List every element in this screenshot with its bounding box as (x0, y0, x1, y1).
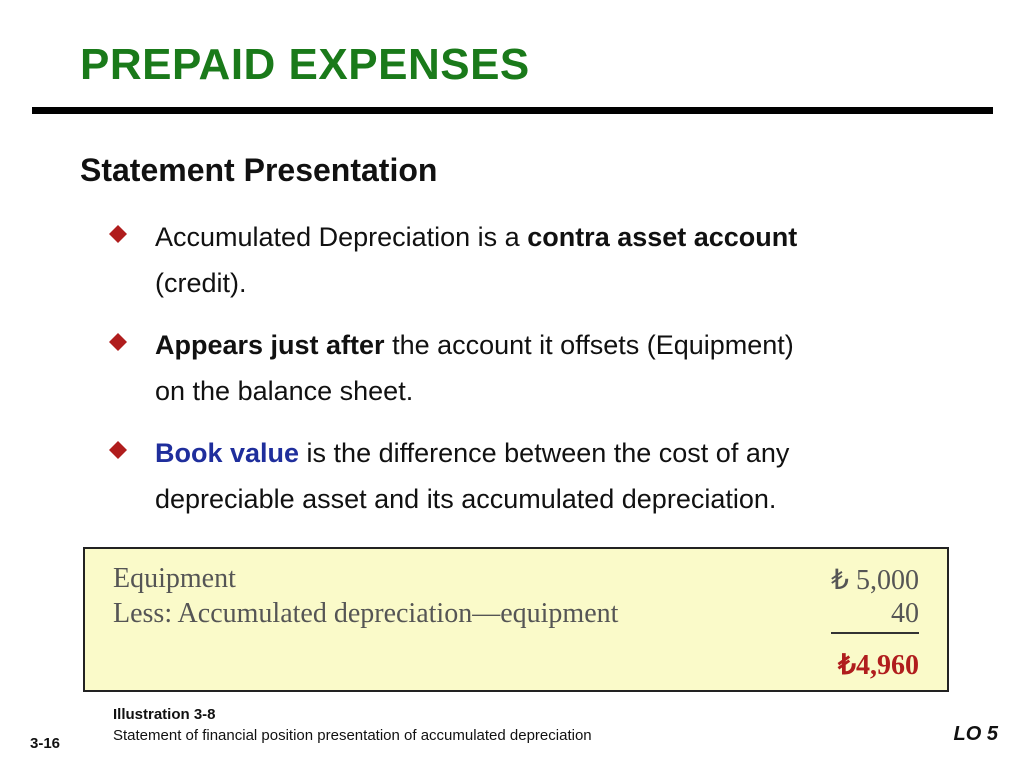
bullet-text-line2: on the balance sheet. (155, 376, 414, 406)
illustration-box (83, 547, 949, 692)
bullet-text (155, 322, 794, 414)
learning-objective-label: LO 5 (953, 723, 998, 745)
title-divider (32, 107, 993, 114)
row-label: Less: Accumulated depreciation—equipment (113, 598, 619, 629)
page-number: 3-16 (30, 735, 61, 752)
bullet-text-bold: Appears just after (155, 330, 385, 360)
row-label: Equipment (113, 563, 236, 594)
row-amount: 40 (831, 598, 919, 634)
diamond-bullet-icon (108, 224, 128, 244)
illustration-caption-text: Statement of financial position presentation of accumulated depreciation (113, 727, 592, 744)
bullet-text-plain: the account it offsets (Equipment) (384, 330, 794, 360)
bullet-text-plain: Accumulated Depreciation is a (155, 222, 528, 252)
illustration-row-accumulated-depreciation (113, 598, 919, 634)
bullet-text (155, 430, 789, 522)
book-value-total: ₺4,960 (838, 650, 919, 681)
illustration-row-total (113, 648, 919, 682)
bullet-item (108, 214, 928, 306)
diamond-bullet-icon (108, 440, 128, 460)
illustration-row-equipment (113, 563, 919, 597)
row-amount: ₺ 5,000 (831, 565, 919, 596)
diamond-bullet-icon (108, 332, 128, 352)
bullet-item (108, 430, 928, 522)
bullet-text-plain: is the difference between the cost of any (299, 438, 790, 468)
bullet-text-line2: depreciable asset and its accumulated depreciation. (155, 484, 777, 514)
illustration-caption-title: Illustration 3-8 (113, 706, 216, 723)
bullet-list (108, 214, 928, 538)
slide-subtitle: Statement Presentation (80, 152, 438, 188)
bullet-text-bold: contra asset account (527, 222, 798, 252)
bullet-text (155, 214, 797, 306)
bullet-text-line2: (credit). (155, 268, 247, 298)
bullet-item (108, 322, 928, 414)
bullet-text-highlight: Book value (155, 438, 300, 468)
slide-title: PREPAID EXPENSES (80, 40, 530, 89)
